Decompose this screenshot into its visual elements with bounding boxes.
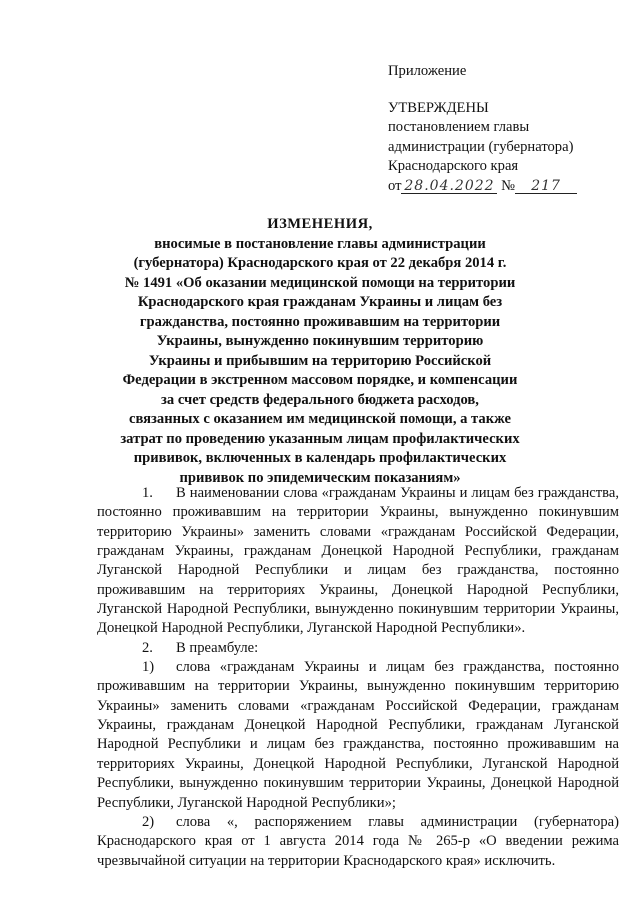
paragraph-subitem-2 — [97, 813, 619, 871]
approval-line: постановлением главы — [388, 119, 530, 136]
title-line: за счет средств федерального бюджета расходов, — [161, 391, 479, 408]
number-prefix: № — [501, 177, 516, 194]
title-line: Федерации в экстренном массовом порядке, и компенсации — [122, 372, 518, 388]
title-heading: ИЗМЕНЕНИЯ, — [267, 216, 373, 232]
approval-block — [388, 62, 628, 197]
paragraph-item-2 — [97, 639, 619, 658]
title-line: Украины, вынужденно покинувшим территорию — [156, 333, 484, 349]
title-line: связанных с оказанием им медицинской помощи, а также — [129, 411, 511, 427]
title-line: (губернатора) Краснодарского края от 22 декабря 2014 г. — [133, 255, 507, 271]
item-number: 1) — [142, 659, 155, 676]
item-text: В наименовании слова «гражданам Украины и лицам без гражданства, постоянно проживавшим на территории Украины, вынужденно покинувшим территорию Украины» заменить словами «гражданам Российской Федерации, гражданам Украины, гражданам Донецкой Народной Республики, гражданам Луганской Народной Республики и лицам без гражданства, постоянно проживавшим на территориях Украины, Донецкой Народной Республики, Луганской Народной Республики, вынужденно покинувшим территории Украины, Донецкой Народной Республики, Луганской Народной Республики». — [97, 485, 619, 637]
document-body — [97, 484, 619, 871]
item-number: 2. — [142, 639, 153, 656]
date-handwritten: 28.04.2022 — [401, 177, 497, 194]
appendix-label: Приложение — [388, 63, 467, 79]
approval-title: УТВЕРЖДЕНЫ — [388, 99, 489, 116]
title-line: прививок по эпидемическим показаниям» — [179, 469, 461, 486]
item-number: 2) — [142, 813, 155, 830]
approval-date-line — [388, 177, 628, 197]
approval-line: администрации (губернатора) — [388, 138, 574, 155]
title-line: вносимые в постановление главы администрации — [154, 235, 486, 252]
item-text: В преамбуле: — [176, 639, 259, 656]
title-line: № 1491 «Об оказании медицинской помощи на территории — [124, 274, 516, 291]
title-line: затрат по проведению указанным лицам профилактических — [120, 430, 520, 447]
number-handwritten: 217 — [515, 177, 577, 194]
title-line: гражданства, постоянно проживавшим на территории — [139, 313, 501, 330]
item-number: 1. — [142, 485, 153, 501]
document-title — [60, 215, 580, 488]
paragraph-item-1 — [97, 484, 619, 639]
item-text: слова «гражданам Украины и лицам без гражданства, постоянно проживавшим на территории Украины, вынужденно покинувшим территорию Украины» заменить словами «гражданам Российской Федерации, гражданам Украины, гражданам Донецкой Народной Республики, гражданам Луганской Народной Республики и лицам без гражданства, постоянно проживавшим на территориях Украины, Донецкой Народной Республики, Луганской Народной Республики, вынужденно покинувшим территории Украины, Донецкой Народной Республики, Луганской Народной Республики»; — [97, 659, 619, 811]
approval-line: Краснодарского края — [388, 158, 519, 175]
date-prefix: от — [388, 177, 402, 194]
item-text: слова «, распоряжением главы администрации (губернатора) Краснодарского края от 1 августа 2014 года № 265-р «О введении режима чрезвычайной ситуации на территории Краснодарского края» исключить. — [97, 813, 619, 869]
title-line: Краснодарского края гражданам Украины и лицам без — [137, 294, 503, 310]
title-line: Украины и прибывшим на территорию Российской — [148, 352, 492, 369]
paragraph-subitem-1 — [97, 658, 619, 813]
title-line: прививок, включенных в календарь профилактических — [133, 450, 507, 466]
